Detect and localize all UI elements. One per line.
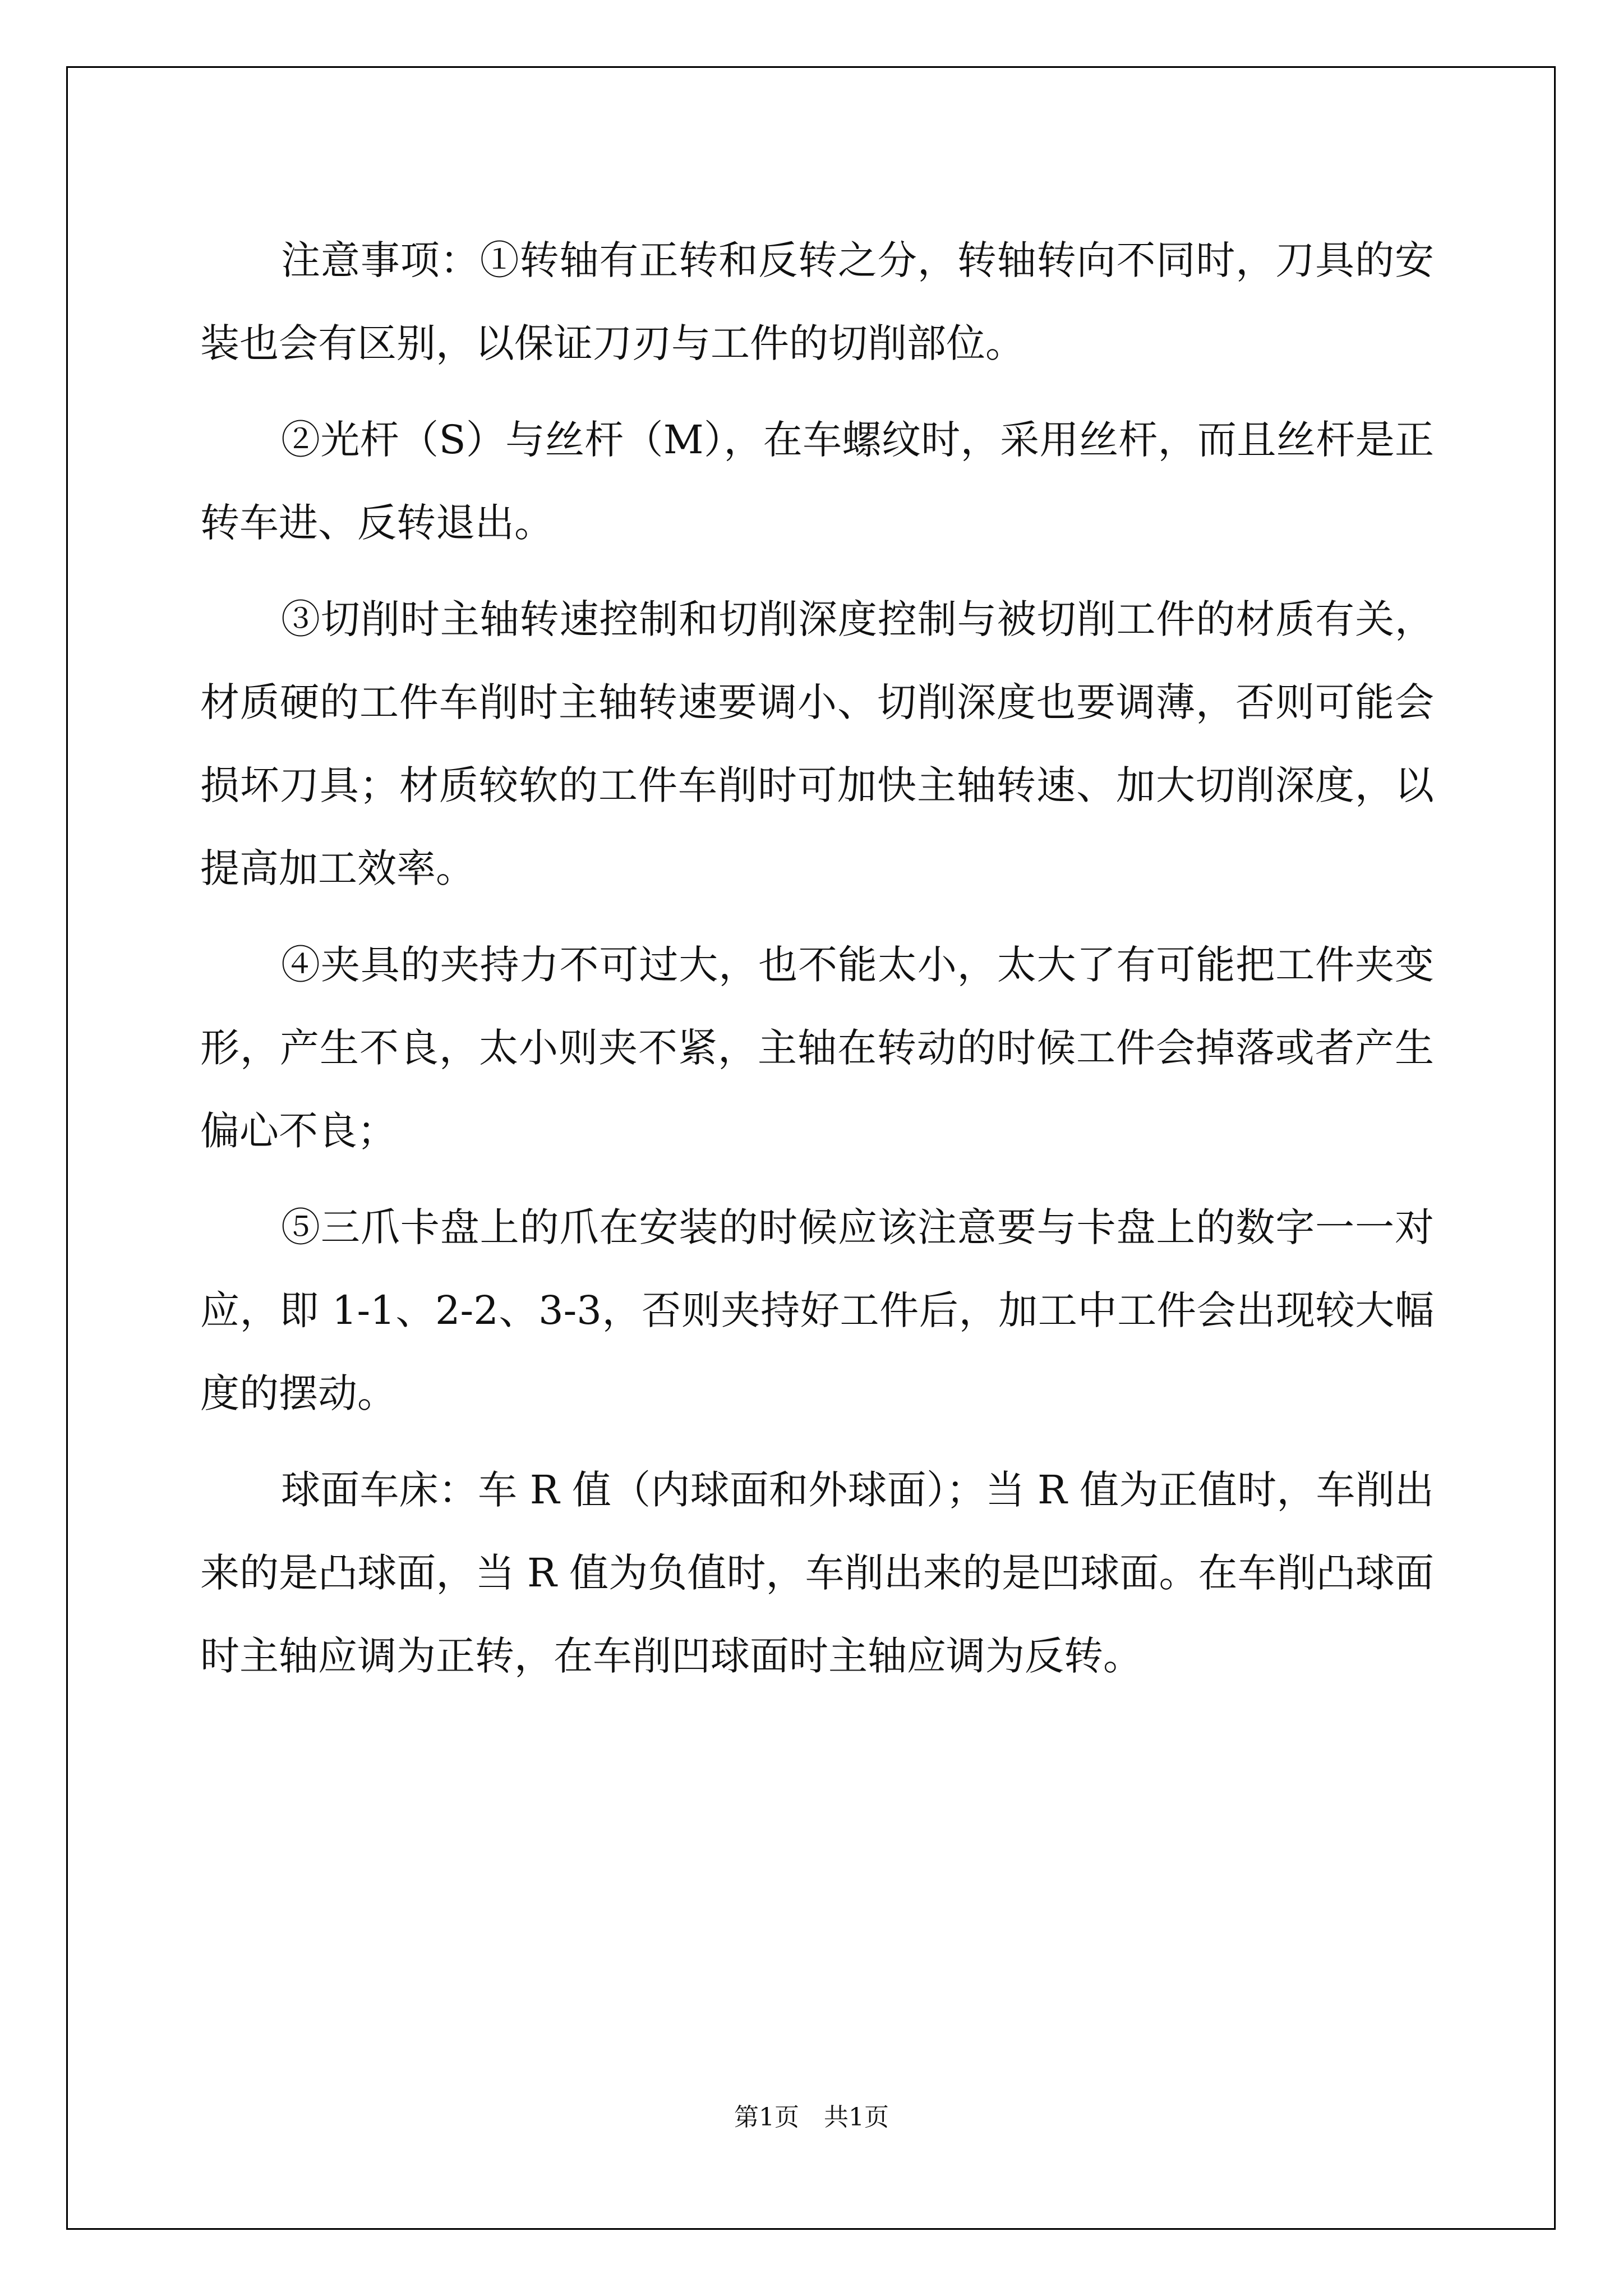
paragraph-spherical-lathe: 球面车床：车 R 值（内球面和外球面）；当 R 值为正值时，车削出来的是凸球面，当 R 值为负值时，车削出来的是凹球面。在车削凸球面时主轴应调为正转，在车削凹球面时主轴应调为反转。 — [200, 1467, 1434, 1679]
page-number-footer: 第1页 共1页 — [734, 2103, 889, 2132]
paragraph-notes-3: ③切削时主轴转速控制和切削深度控制与被切削工件的材质有关，材质硬的工件车削时主轴转速要调小、切削深度也要调薄，否则可能会损坏刀具；材质较软的工件车削时可加快主轴转速、加大切削深度，以提高加工效率。 — [200, 596, 1434, 891]
paragraph-notes-2: ②光杆（S）与丝杆（M），在车螺纹时，采用丝杆，而且丝杆是正转车进、反转退出。 — [200, 417, 1434, 546]
paragraph-notes-5: ⑤三爪卡盘上的爪在安装的时候应该注意要与卡盘上的数字一一对应，即 1-1、2-2、3-3，否则夹持好工件后，加工中工件会出现较大幅度的摆动。 — [200, 1204, 1434, 1416]
paragraph-notes-1: 注意事项：①转轴有正转和反转之分，转轴转向不同时，刀具的安装也会有区别，以保证刀刃与工件的切削部位。 — [200, 237, 1434, 366]
paragraph-notes-4: ④夹具的夹持力不可过大，也不能太小，太大了有可能把工件夹变形，产生不良，太小则夹不紧，主轴在转动的时候工件会掉落或者产生偏心不良； — [200, 942, 1434, 1154]
document-body — [200, 219, 1434, 1711]
